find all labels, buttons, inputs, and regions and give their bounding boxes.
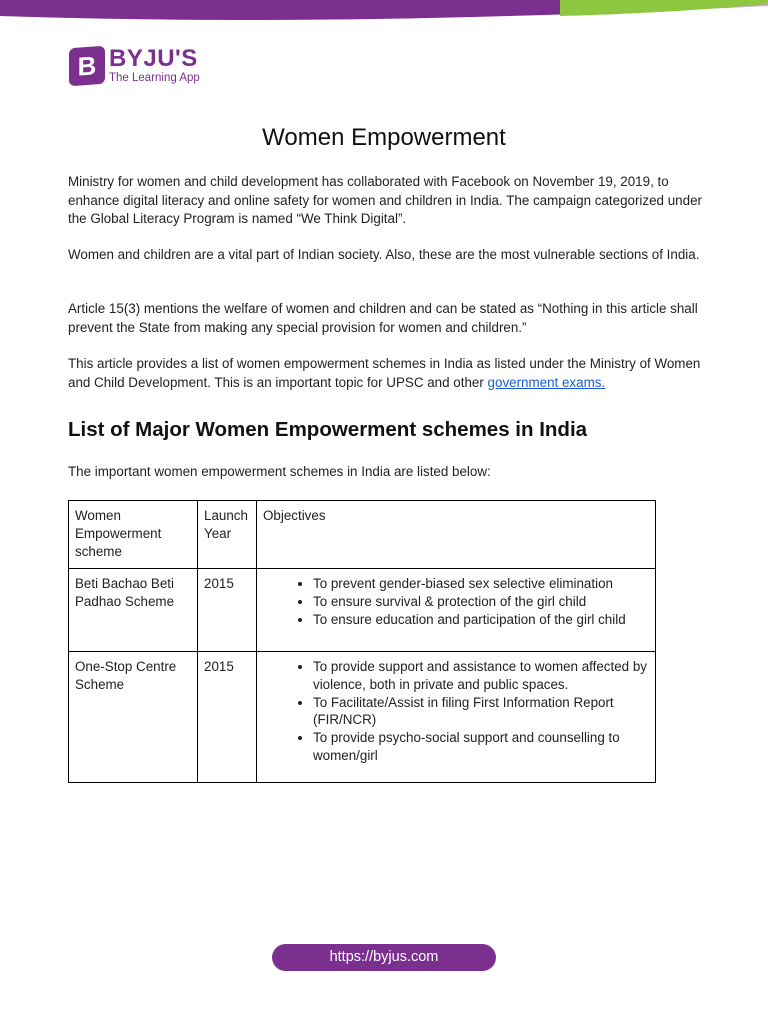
section-heading: List of Major Women Empowerment schemes in India — [68, 418, 588, 441]
table-intro: The important women empowerment schemes in India are listed below: — [68, 464, 491, 479]
objective-item: • To ensure education and participation of the girl child — [313, 611, 649, 629]
launch-year: 2015 — [198, 569, 257, 652]
logo-tagline: The Learning App — [109, 72, 200, 85]
paragraph-4-text: This article provides a list of women empowerment schemes in India as listed under the Ministry of Women and Child Development. This is an important topic for UPSC and other — [68, 356, 701, 390]
objective-item: • To Facilitate/Assist in filing First Information Report (FIR/NCR) — [313, 694, 649, 730]
table-row — [69, 652, 656, 783]
logo-brand-name: BYJU'S — [109, 45, 198, 73]
objective-item: • To ensure survival & protection of the girl child — [313, 593, 649, 611]
schemes-table — [68, 500, 656, 783]
objectives-list — [263, 658, 649, 765]
paragraph-3: Article 15(3) mentions the welfare of women and children and can be stated as “Nothing in this article shall prevent the State from making any special provision for women and children.” — [68, 301, 698, 335]
table-row — [69, 569, 656, 652]
government-exams-link[interactable]: government exams. — [487, 374, 606, 390]
page-title: Women Empowerment — [262, 124, 506, 151]
byjus-logo — [69, 47, 200, 85]
footer-url-link[interactable]: https://byjus.com — [272, 944, 496, 971]
objective-item: • To provide support and assistance to women affected by violence, both in private and public spaces. — [313, 658, 649, 694]
paragraph-1: Ministry for women and child development has collaborated with Facebook on November 19, 2019, to enhance digital literacy and online safety for women and children in India. The campaign categorized under the Global Literacy Program is named “We Think Digital”. — [68, 174, 702, 226]
header-launch-year: Launch Year — [198, 501, 257, 569]
paragraph-2: Women and children are a vital part of Indian society. Also, these are the most vulnerable sections of India. — [68, 247, 700, 262]
header-objectives: Objectives — [257, 501, 656, 569]
objective-item: • To provide psycho-social support and counselling to women/girl — [313, 729, 649, 765]
scheme-name: Beti Bachao Beti Padhao Scheme — [69, 569, 198, 652]
objective-item: • To prevent gender-biased sex selective elimination — [313, 575, 649, 593]
launch-year: 2015 — [198, 652, 257, 783]
header-scheme: Women Empowerment scheme — [69, 501, 198, 569]
objectives-cell — [257, 652, 656, 783]
paragraph-4 — [68, 355, 704, 392]
byjus-logo-mark: B — [69, 46, 105, 87]
objectives-list — [263, 575, 649, 628]
objectives-cell — [257, 569, 656, 652]
scheme-name: One-Stop Centre Scheme — [69, 652, 198, 783]
table-header-row — [69, 501, 656, 569]
top-wave-decoration — [0, 0, 768, 24]
logo-text — [109, 47, 200, 85]
